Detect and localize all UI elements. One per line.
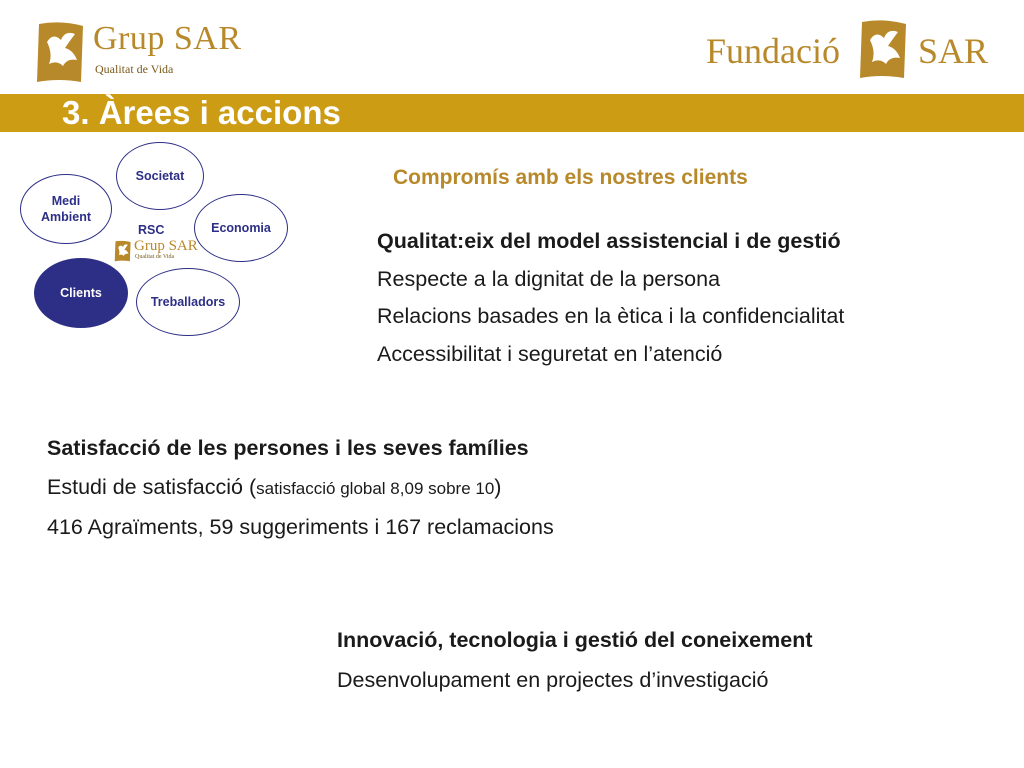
bubble-medi-ambient [20, 174, 112, 244]
bubble-societat [116, 142, 204, 210]
fundacio-sar-logo [700, 14, 1000, 84]
satisfaction-study [47, 468, 554, 508]
quality-block [377, 223, 844, 373]
bubble-clients-label: Clients [60, 285, 102, 300]
fundacio-word: Fundació [706, 31, 840, 71]
bubble-treballadors-label: Treballadors [150, 294, 226, 309]
page-title: 3. Àrees i accions [62, 94, 341, 131]
title-bar [0, 94, 1024, 132]
grup-sar-brand: Grup SAR [93, 20, 242, 57]
innovation-heading: Innovació, tecnologia i gestió del coneixement [337, 628, 813, 652]
quality-heading: Qualitat:eix del model assistencial i de gestió [377, 229, 841, 253]
bubble-treballadors [136, 268, 240, 336]
mini-dove-icon [114, 240, 132, 262]
mini-tagline: Qualitat de Vida [135, 254, 175, 260]
bubble-economia-label: Economia [211, 220, 271, 235]
fundacio-dove-icon [858, 18, 910, 80]
quality-item: Respecte a la dignitat de la persona [377, 266, 721, 291]
sar-word: SAR [918, 31, 989, 71]
innovation-block [337, 620, 813, 700]
study-suffix: ) [494, 475, 502, 499]
mini-grup-sar-logo [114, 238, 200, 264]
ambient-line: Ambient [41, 210, 91, 224]
medi-line: Medi [51, 193, 81, 208]
satisfaction-block [47, 429, 554, 547]
bubble-economia [194, 194, 288, 262]
bubble-clients [34, 258, 128, 328]
rsc-diagram [18, 140, 271, 340]
quality-item: Relacions basades en la ètica i la confidencialitat [377, 304, 845, 328]
satisfaction-feedback: 416 Agraïments, 59 suggeriments i 167 reclamacions [47, 515, 554, 539]
mini-brand: Grup SAR [134, 238, 198, 254]
grup-sar-dove-icon [35, 20, 87, 84]
section-subheading: Compromís amb els nostres clients [393, 166, 748, 189]
grup-sar-logo [35, 18, 275, 88]
quality-item: Accessibilitat i seguretat en l’atenció [377, 341, 723, 366]
bubble-medi-ambient-label [41, 193, 91, 226]
grup-sar-tagline: Qualitat de Vida [95, 62, 174, 76]
bubble-societat-label: Societat [135, 168, 185, 183]
rsc-label: RSC [138, 223, 165, 237]
innovation-item: Desenvolupament en projectes d’investigació [337, 668, 769, 692]
satisfaction-heading: Satisfacció de les persones i les seves famílies [47, 436, 529, 460]
study-detail: satisfacció global 8,09 sobre 10 [256, 479, 495, 498]
study-prefix: Estudi de satisfacció ( [47, 475, 257, 499]
